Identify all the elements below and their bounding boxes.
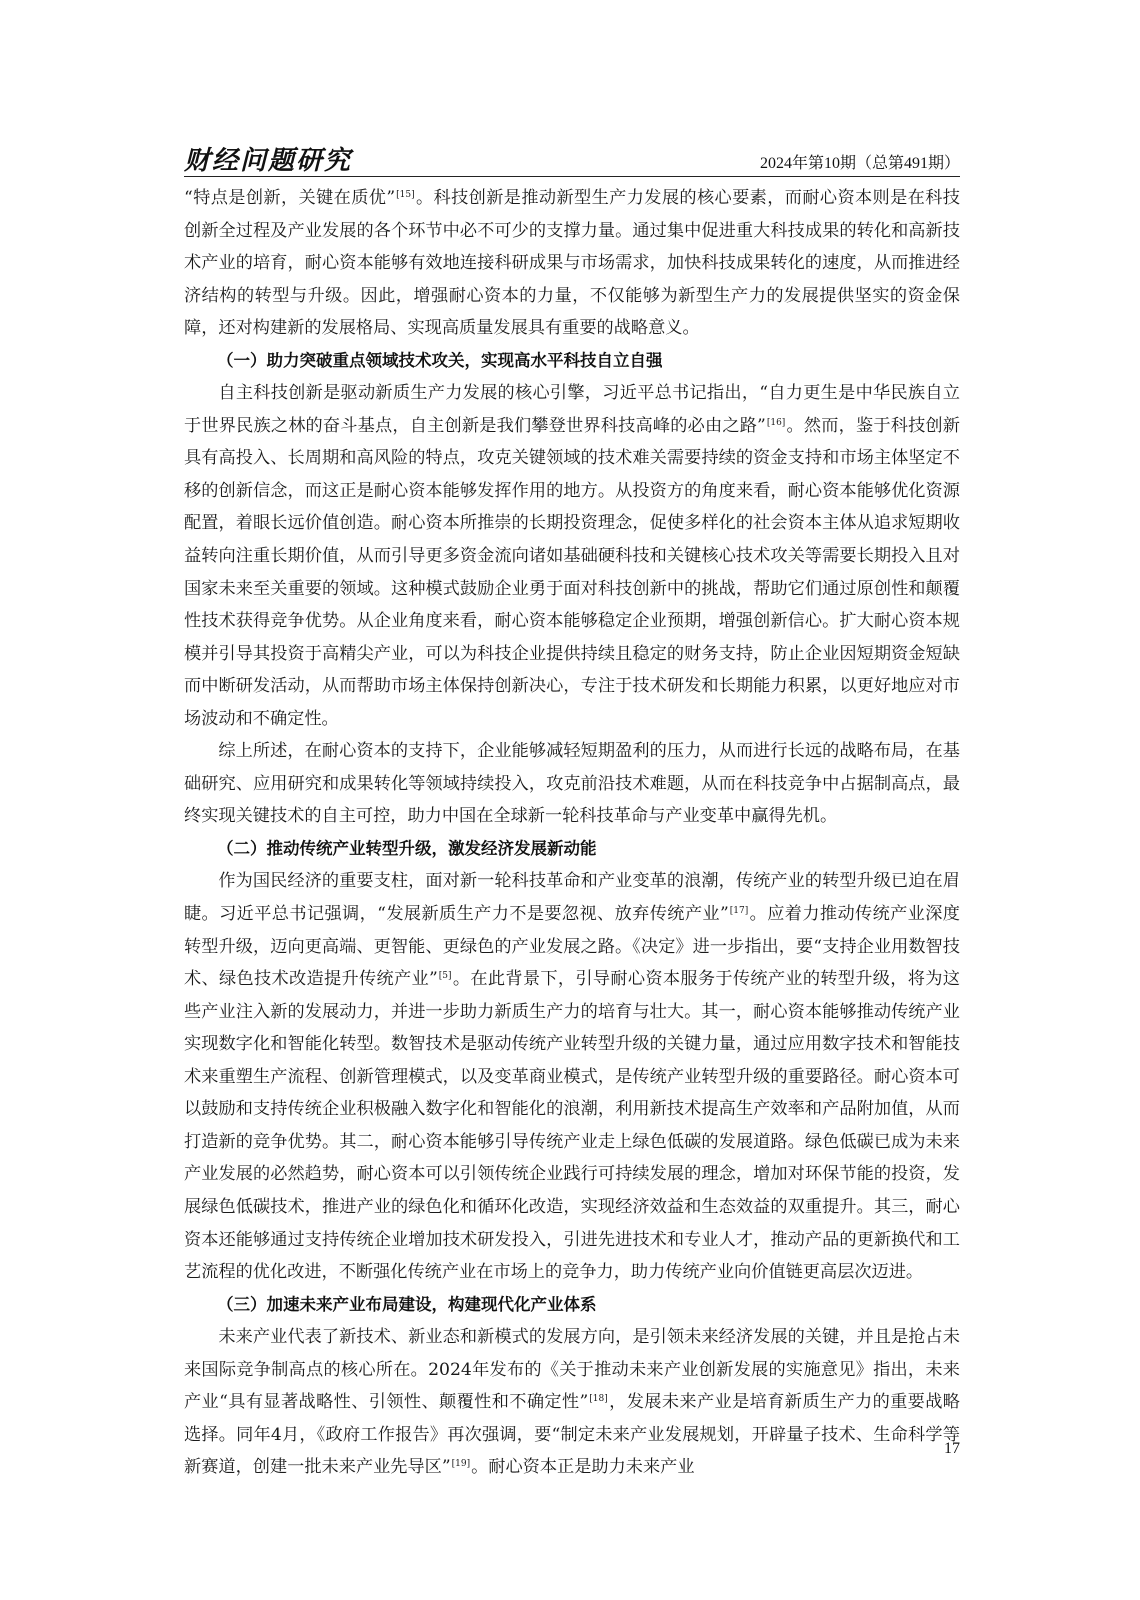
paragraph: 自主科技创新是驱动新质生产力发展的核心引擎，习近平总书记指出，“自力更生是中华民族自立于世界民族之林的奋斗基点，自主创新是我们攀登世界科技高峰的必由之路”[16]。然而，鉴于科技创新具有高投入、长周期和高风险的特点，攻克关键领域的技术难关需要持续的资金支持和市场主体坚定不移的创新信念，而这正是耐心资本能够发挥作用的地方。从投资方的角度来看，耐心资本能够优化资源配置，着眼长远价值创造。耐心资本所推崇的长期投资理念，促使多样化的社会资本主体从追求短期收益转向注重长期价值，从而引导更多资金流向诸如基础硬科技和关键核心技术攻关等需要长期投入且对国家未来至关重要的领域。这种模式鼓励企业勇于面对科技创新中的挑战，帮助它们通过原创性和颠覆性技术获得竞争优势。从企业角度来看，耐心资本能够稳定企业预期，增强创新信心。扩大耐心资本规模并引导其投资于高精尖产业，可以为科技企业提供持续且稳定的财务支持，防止企业因短期资金短缺而中断研发活动，从而帮助市场主体保持创新决心，专注于技术研发和长期能力积累，以更好地应对市场波动和不确定性。 — [184, 383, 960, 729]
paragraph: 综上所述，在耐心资本的支持下，企业能够减轻短期盈利的压力，从而进行长远的战略布局，在基础研究、应用研究和成果转化等领域持续投入，攻克前沿技术难题，从而在科技竞争中占据制高点，最终实现关键技术的自主可控，助力中国在全球新一轮科技革命与产业变革中赢得先机。 — [184, 741, 960, 827]
paragraph: 作为国民经济的重要支柱，面对新一轮科技革命和产业变革的浪潮，传统产业的转型升级已迫在眉睫。习近平总书记强调，“发展新质生产力不是要忽视、放弃传统产业”[17]。应着力推动传统产业深度转型升级，迈向更高端、更智能、更绿色的产业发展之路。《决定》进一步指出，要“支持企业用数智技术、绿色技术改造提升传统产业”[5]。在此背景下，引导耐心资本服务于传统产业的转型升级，将为这些产业注入新的发展动力，并进一步助力新质生产力的培育与壮大。其一，耐心资本能够推动传统产业实现数字化和智能化转型。数智技术是驱动传统产业转型升级的关键力量，通过应用数字技术和智能技术来重塑生产流程、创新管理模式，以及变革商业模式，是传统产业转型升级的重要路径。耐心资本可以鼓励和支持传统企业积极融入数字化和智能化的浪潮，利用新技术提高生产效率和产品附加值，从而打造新的竞争优势。其二，耐心资本能够引导传统产业走上绿色低碳的发展道路。绿色低碳已成为未来产业发展的必然趋势，耐心资本可以引领传统企业践行可持续发展的理念，增加对环保节能的投资，发展绿色低碳技术，推进产业的绿色化和循环化改造，实现经济效益和生态效益的双重提升。其三，耐心资本还能够通过支持传统企业增加技术研发投入，引进先进技术和专业人才，推动产品的更新换代和工艺流程的优化改进，不断强化传统产业在市场上的竞争力，助力传统产业向价值链更高层次迈进。 — [184, 871, 960, 1283]
citation: [5] — [438, 971, 452, 982]
section-heading-2: （二）推动传统产业转型升级，激发经济发展新动能 — [217, 838, 597, 858]
citation: [15] — [396, 190, 415, 200]
citation: [18] — [589, 1394, 608, 1405]
issue-info: 2024年第10期（总第491期） — [759, 155, 960, 172]
section-heading-1: （一）助力突破重点领域技术攻关，实现高水平科技自立自强 — [217, 350, 663, 370]
paragraph: 未来产业代表了新技术、新业态和新模式的发展方向，是引领未来经济发展的关键，并且是抢占未来国际竞争制高点的核心所在。2024年发布的《关于推动未来产业创新发展的实施意见》指出，未来产业“具有显著战略性、引领性、颠覆性和不确定性”[18]，发展未来产业是培育新质生产力的重要战略选择。同年4月，《政府工作报告》再次强调，要“制定未来产业发展规划，开辟量子技术、生命科学等新赛道，创建一批未来产业先导区”[19]。耐心资本正是助力未来产业 — [184, 1327, 960, 1478]
citation: [19] — [451, 1459, 471, 1470]
paragraph: “特点是创新，关键在质优”[15]。科技创新是推动新型生产力发展的核心要素，而耐心资本则是在科技创新全过程及产业发展的各个环节中必不可少的支撑力量。通过集中促进重大科技成果的转化和高新技术产业的培育，耐心资本能够有效地连接科研成果与市场需求，加快科技成果转化的速度，从而推进经济结构的转型与升级。因此，增强耐心资本的力量，不仅能够为新型生产力的发展提供坚实的资金保障，还对构建新的发展格局、实现高质量发展具有重要的战略意义。 — [184, 188, 960, 339]
journal-logo: 财经问题研究 — [184, 146, 353, 176]
header-divider — [184, 176, 960, 177]
section-heading-3: （三）加速未来产业布局建设，构建现代化产业体系 — [217, 1294, 597, 1314]
article-body — [184, 182, 960, 1484]
page-number: 17 — [944, 1440, 960, 1457]
citation: [17] — [729, 906, 749, 917]
citation: [16] — [766, 417, 786, 428]
